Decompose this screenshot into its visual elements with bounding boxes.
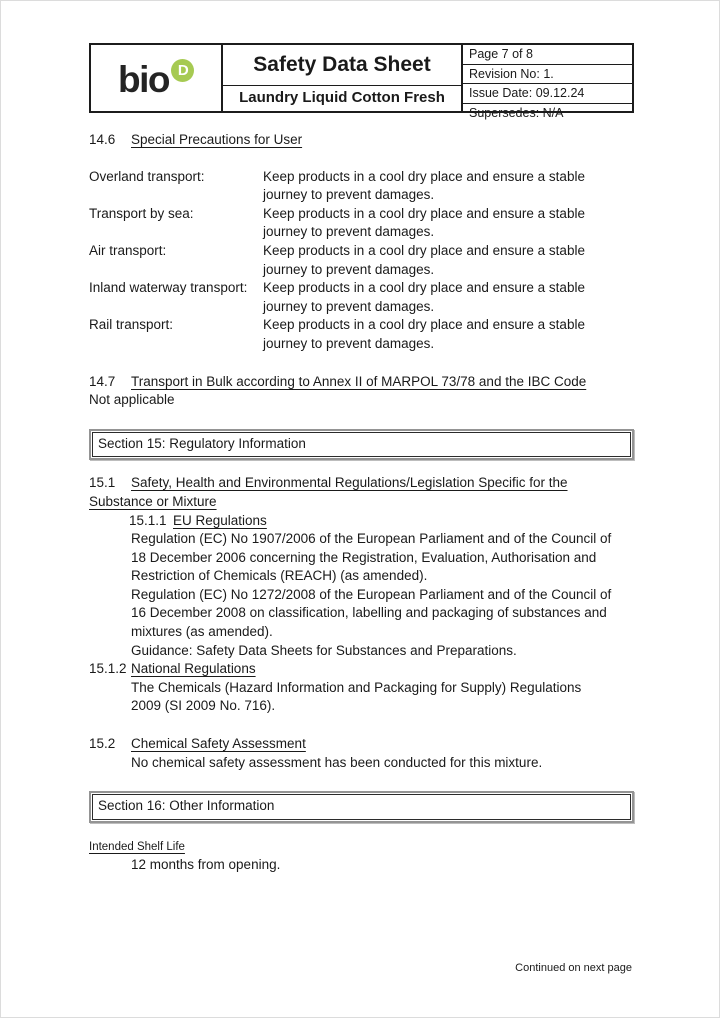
revision-number: Revision No: 1. [463, 65, 632, 85]
heading-15-1-2 [89, 660, 634, 679]
transport-text: Keep products in a cool dry place and ensure a stable journey to prevent damages. [263, 317, 585, 351]
logo-d-badge-icon: D [171, 59, 194, 82]
meta-cell [463, 45, 632, 120]
transport-text: Keep products in a cool dry place and ensure a stable journey to prevent damages. [263, 205, 585, 240]
section-16-banner [89, 791, 634, 823]
heading-number: 14.6 [89, 132, 116, 147]
transport-label: Inland waterway transport: [89, 280, 248, 296]
heading-title: National Regulations [131, 661, 256, 677]
heading-number: 15.1.2 [89, 661, 127, 677]
transport-row [89, 168, 634, 205]
regulation-1907-paragraph: Regulation (EC) No 1907/2006 of the European Parliament and of the Council of 18 December 2006 concerning the Registration, Evaluation, Authorisation and Restriction of Chemicals (REACH) (as amended). [131, 531, 612, 584]
heading-15-1 [89, 474, 634, 511]
transport-text: Keep products in a cool dry place and ensure a stable journey to prevent damages. [263, 280, 585, 314]
product-name: Laundry Liquid Cotton Fresh [239, 89, 445, 107]
transport-label: Air transport: [89, 242, 167, 258]
transport-row [89, 316, 634, 353]
page-number: Page 7 of 8 [463, 45, 632, 65]
transport-label: Rail transport: [89, 317, 174, 333]
transport-label: Transport by sea: [89, 205, 194, 221]
heading-title: Chemical Safety Assessment [131, 736, 306, 752]
heading-number: 15.1.1 [129, 512, 167, 528]
heading-number: 15.1 [89, 475, 116, 491]
heading-title: Safety, Health and Environmental Regulations/Legislation Specific for the Substance or Mixture [89, 475, 568, 509]
transport-text: Keep products in a cool dry place and ensure a stable journey to prevent damages. [263, 168, 585, 203]
national-regulations-paragraph: The Chemicals (Hazard Information and Packaging for Supply) Regulations 2009 (SI 2009 No. 716). [131, 679, 582, 714]
transport-row [89, 205, 634, 242]
section-15-banner-label: Section 15: Regulatory Information [92, 432, 631, 458]
heading-number: 14.7 [89, 373, 116, 389]
heading-title: Intended Shelf Life [89, 840, 185, 853]
supersedes: Supersedes: N/A [469, 105, 564, 120]
page-content [89, 1, 634, 875]
shelf-life-heading [89, 838, 634, 857]
continued-footer: Continued on next page [515, 962, 632, 974]
document-title: Safety Data Sheet [223, 45, 461, 86]
title-cell [223, 45, 463, 111]
heading-title: Transport in Bulk according to Annex II of MARPOL 73/78 and the IBC Code [131, 373, 587, 389]
heading-14-7 [89, 373, 634, 392]
transport-row [89, 242, 634, 279]
heading-title: Special Precautions for User [131, 132, 303, 147]
shelf-life-text: 12 months from opening. [131, 857, 281, 873]
transport-row [89, 279, 634, 316]
chemical-safety-assessment-text: No chemical safety assessment has been conducted for this mixture. [131, 754, 543, 770]
transport-label: Overland transport: [89, 168, 205, 184]
logo-cell [91, 45, 223, 111]
heading-15-2 [89, 735, 634, 754]
header-table [89, 43, 634, 120]
logo-text: bio [118, 58, 169, 100]
heading-number: 15.2 [89, 736, 116, 752]
issue-date: Issue Date: 09.12.24 [463, 84, 632, 104]
not-applicable-text: Not applicable [89, 392, 175, 408]
guidance-paragraph: Guidance: Safety Data Sheets for Substances and Preparations. [131, 642, 517, 658]
section-15-banner [89, 429, 634, 461]
heading-15-1-1 [129, 512, 634, 531]
section-16-banner-label: Section 16: Other Information [92, 794, 631, 820]
regulation-1272-paragraph: Regulation (EC) No 1272/2008 of the European Parliament and of the Council of 16 December 2008 on classification, labelling and packaging of substances and mixtures (as amended). [131, 586, 612, 640]
bio-d-logo [118, 59, 194, 98]
heading-title: EU Regulations [173, 512, 267, 528]
transport-text: Keep products in a cool dry place and ensure a stable journey to prevent damages. [263, 242, 585, 277]
transport-list [89, 168, 634, 354]
heading-14-6 [89, 131, 634, 150]
